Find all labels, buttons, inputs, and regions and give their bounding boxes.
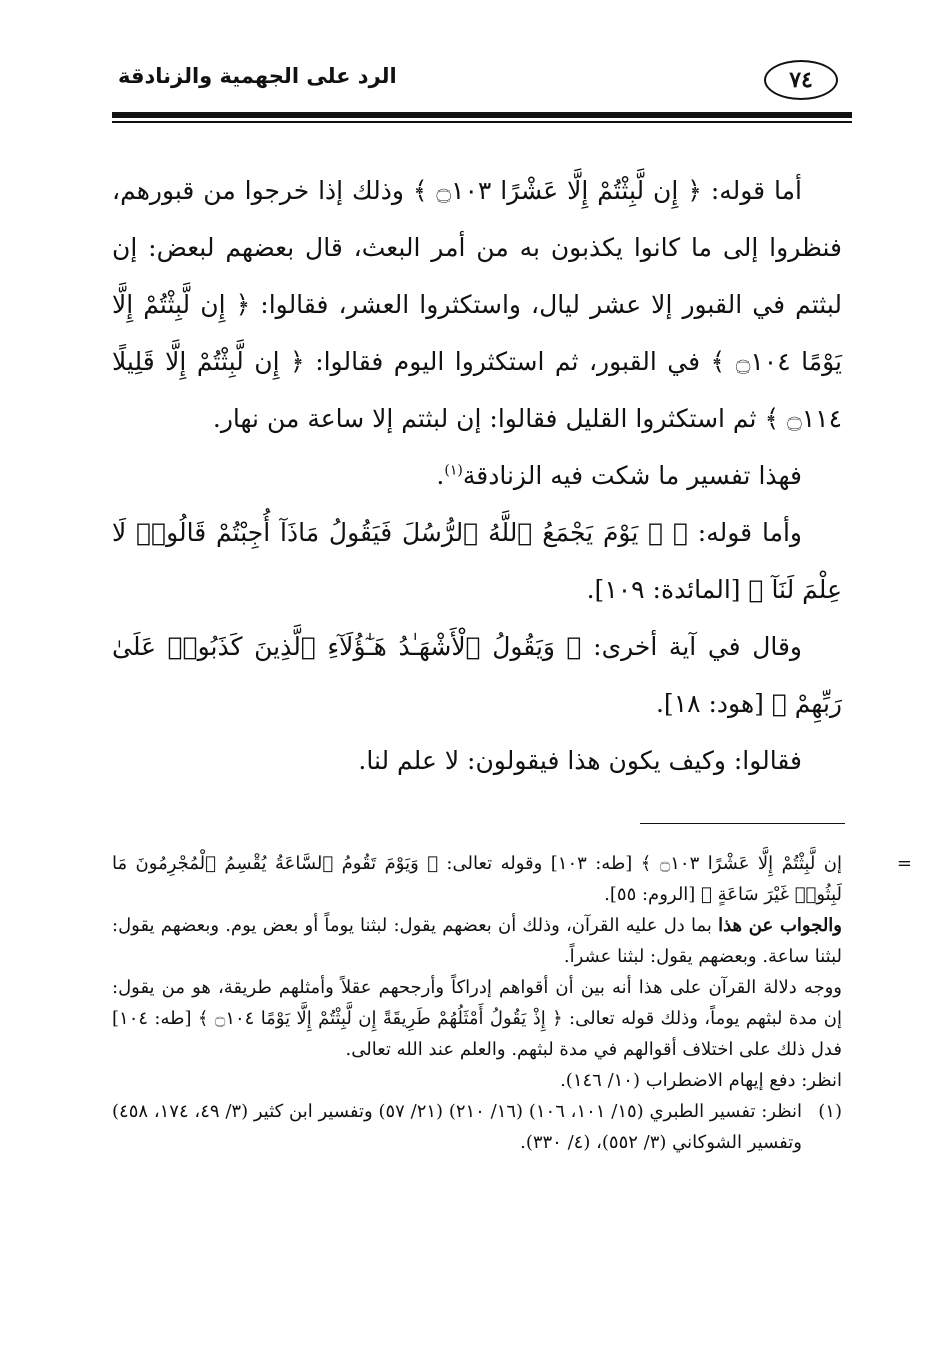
footnote-evidence: ووجه دلالة القرآن على هذا أنه بين أن أقواهم إدراكاً وأرجحهم عقلاً وأمثلهم طريقة، هو من يقول: إن مدة لبثهم يوماً، وذلك قوله تعالى: ﴿ إِذْ يَقُولُ أَمْثَلُهُمْ طَرِيقَةً إِن لَّبِثْتُمْ إِلَّا يَوْمًا ۝١٠٤ ﴾ [طه: ١٠٤] فدل ذلك على اختلاف أقوالهم في مدة لبثهم. والعلم عند الله تعالى. <box>112 977 842 1060</box>
paragraph: أما قوله: ﴿ إِن لَّبِثْتُمْ إِلَّا عَشْرًا ۝١٠٣ ﴾ وذلك إذا خرجوا من قبورهم، فنظروا إلى ما كانوا يكذبون به من أمر البعث، قال بعضهم لبعض: إن لبثتم في القبور إلا عشر ليال، واستكثروا العشر، فقالوا: ﴿ إِن لَّبِثْتُمْ إِلَّا يَوْمًا ۝١٠٤ ﴾ في القبور، ثم استكثروا اليوم فقالوا: ﴿ إِن لَّبِثْتُمْ إِلَّا قَلِيلًا ۝١١٤ ﴾ ثم استكثروا القليل فقالوا: إن لبثتم إلا ساعة من نهار. <box>112 176 842 433</box>
paragraph: وأما قوله: ﴿ ۞ يَوْمَ يَجْمَعُ ٱللَّهُ ٱلرُّسُلَ فَيَقُولُ مَاذَآ أُجِبْتُمْ قَالُوا۟ لَا عِلْمَ لَنَآ ﴾ [المائدة: ١٠٩]. <box>112 518 842 604</box>
footnote-continued <box>112 848 912 910</box>
footnotes <box>112 848 912 1158</box>
footnote-answer <box>112 910 842 972</box>
footnote-number: (١) <box>818 1101 842 1122</box>
page-header <box>118 58 848 106</box>
footnote-text: إن لَّبِثْتُمْ إِلَّا عَشْرًا ۝١٠٣ ﴾ [طه: ١٠٣] وقوله تعالى: ﴿ وَيَوْمَ تَقُومُ ٱلسَّاعَةُ يُقْسِمُ ٱلْمُجْرِمُونَ مَا لَبِثُوا۟ غَيْرَ سَاعَةٍ ﴾ [الروم: ٥٥]. <box>112 853 842 905</box>
footnote-ref: (١) <box>444 462 463 479</box>
answer-lead: والجواب عن هذا <box>718 915 842 936</box>
header-rule-thick <box>112 112 852 118</box>
paragraph: وقال في آية أخرى: ﴿ وَيَقُولُ ٱلْأَشْهَـٰدُ هَـٰٓؤُلَآءِ ٱلَّذِينَ كَذَبُوا۟ عَلَىٰ رَبِّهِمْ ﴾ [هود: ١٨]. <box>112 632 842 718</box>
continuation-mark: = <box>896 853 912 874</box>
footnote-separator <box>640 823 845 824</box>
footnote-body: انظر: تفسير الطبري (١٥/ ١٠١، ١٠٦) (١٦/ ٢١٠) (٢١/ ٥٧) وتفسير ابن كثير (٣/ ٤٩، ١٧٤، ٤٥٨) وتفسير الشوكاني (٣/ ٥٥٢)، (٤/ ٣٣٠). <box>112 1101 802 1153</box>
main-text <box>112 162 842 789</box>
page-number: ٧٤ <box>764 60 838 100</box>
paragraph <box>112 447 842 504</box>
paragraph-text: فهذا تفسير ما شكت فيه الزنادقة <box>462 461 802 490</box>
answer-text: بما دل عليه القرآن، وذلك أن بعضهم يقول: لبثنا يوماً أو بعض يوم. وبعضهم يقول: لبثنا ساعة. وبعضهم يقول: لبثنا عشراً. <box>112 915 842 967</box>
footnote-1 <box>112 1096 842 1158</box>
running-title: الرد على الجهمية والزنادقة <box>118 64 397 88</box>
footnote-see: انظر: دفع إيهام الاضطراب (١٠/ ١٤٦). <box>560 1070 842 1091</box>
header-rule-thin <box>112 121 852 123</box>
period: . <box>436 461 445 490</box>
paragraph: فقالوا: وكيف يكون هذا فيقولون: لا علم لنا. <box>358 746 802 775</box>
